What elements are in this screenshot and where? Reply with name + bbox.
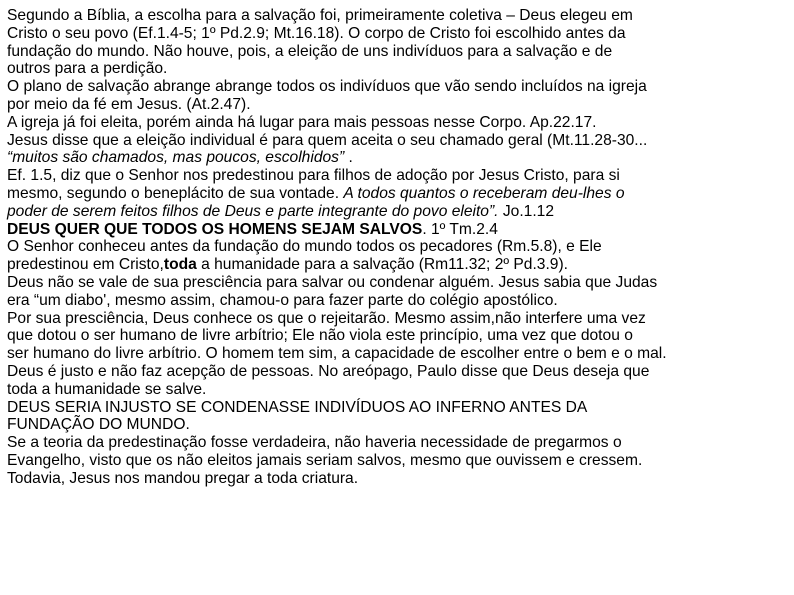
text-line: Deus é justo e não faz acepção de pessoas. No areópago, Paulo disse que Deus deseja que bbox=[7, 362, 650, 380]
paragraph-ephesians bbox=[7, 167, 792, 220]
paragraph-individual-election bbox=[7, 132, 792, 168]
text-line bbox=[7, 185, 792, 203]
text-line: Ef. 1.5, diz que o Senhor nos predestinou para filhos de adoção por Jesus Cristo, para si bbox=[7, 167, 620, 185]
text-line: outros para a perdição. bbox=[7, 60, 168, 78]
text-line bbox=[7, 221, 792, 239]
quote-text: “muitos são chamados, mas poucos, escolhidos” bbox=[7, 149, 345, 167]
italic-quote: poder de serem feitos filhos de Deus e parte integrante do povo eleito”. bbox=[7, 202, 499, 220]
text-line bbox=[7, 149, 792, 167]
text-line: O Senhor conheceu antes da fundação do mundo todos os pecadores (Rm.5.8), e Ele bbox=[7, 238, 602, 256]
paragraph-church-elected bbox=[7, 114, 792, 132]
paragraph-judas bbox=[7, 274, 792, 310]
paragraph-unjust-heading bbox=[7, 399, 792, 435]
quote-tail: . bbox=[344, 149, 353, 167]
paragraph-salvation-plan bbox=[7, 78, 792, 114]
text-line: ser humano do livre arbítrio. O homem tem sim, a capacidade de escolher entre o bem e o mal. bbox=[7, 345, 667, 363]
text-line: fundação do mundo. Não houve, pois, a eleição de uns indivíduos para a salvação e de bbox=[7, 42, 613, 60]
text-line: Evangelho, visto que os não eleitos jamais seriam salvos, mesmo que ouvissem e cressem. bbox=[7, 451, 643, 469]
text-line: DEUS SERIA INJUSTO SE CONDENASSE INDIVÍDUOS AO INFERNO ANTES DA bbox=[7, 398, 588, 416]
text-line: FUNDAÇÃO DO MUNDO. bbox=[7, 416, 190, 434]
text-line: Por sua presciência, Deus conhece os que o rejeitarão. Mesmo assim,não interfere uma vez bbox=[7, 309, 646, 327]
paragraph-foreknowledge bbox=[7, 238, 792, 274]
text-line: Se a teoria da predestinação fosse verdadeira, não haveria necessidade de pregarmos o bbox=[7, 434, 622, 452]
bold-heading: DEUS QUER QUE TODOS OS HOMENS SEJAM SALVOS bbox=[7, 220, 423, 238]
text-segment: a humanidade para a salvação (Rm11.32; 2º Pd.3.9). bbox=[196, 256, 569, 274]
document-body bbox=[7, 7, 792, 488]
text-line: Cristo o seu povo (Ef.1.4-5; 1º Pd.2.9; Mt.16.18). O corpo de Cristo foi escolhido antes da bbox=[7, 24, 626, 42]
text-segment: . 1º Tm.2.4 bbox=[422, 220, 498, 238]
text-line: Segundo a Bíblia, a escolha para a salvação foi, primeiramente coletiva – Deus elegeu em bbox=[7, 7, 633, 24]
text-line: que dotou o ser humano de livre arbítrio; Ele não viola este princípio, uma vez que dotou o bbox=[7, 327, 633, 345]
paragraph-all-saved bbox=[7, 221, 792, 239]
italic-quote: A todos quantos o receberam deu-lhes o bbox=[343, 184, 625, 202]
text-segment: Jo.1.12 bbox=[498, 202, 554, 220]
text-segment: predestinou em Cristo, bbox=[7, 256, 164, 274]
text-line: Todavia, Jesus nos mandou pregar a toda criatura. bbox=[7, 469, 359, 487]
text-line: era “um diabo', mesmo assim, chamou-o para fazer parte do colégio apostólico. bbox=[7, 291, 558, 309]
text-line bbox=[7, 203, 792, 221]
bold-word: toda bbox=[163, 256, 197, 274]
text-line: Deus não se vale de sua presciência para salvar ou condenar alguém. Jesus sabia que Judas bbox=[7, 273, 658, 291]
text-line: por meio da fé em Jesus. (At.2.47). bbox=[7, 95, 251, 113]
paragraph-free-will bbox=[7, 310, 792, 363]
text-line: O plano de salvação abrange abrange todos os indivíduos que vão sendo incluídos na igreja bbox=[7, 78, 647, 96]
text-segment: mesmo, segundo o beneplácito de sua vontade. bbox=[7, 184, 344, 202]
text-line: A igreja já foi eleita, porém ainda há lugar para mais pessoas nesse Corpo. Ap.22.17. bbox=[7, 113, 597, 131]
text-line: toda a humanidade se salve. bbox=[7, 380, 207, 398]
paragraph-god-is-just bbox=[7, 363, 792, 399]
text-line: Jesus disse que a eleição individual é para quem aceita o seu chamado geral (Mt.11.28-30... bbox=[7, 131, 648, 149]
paragraph-collective-election bbox=[7, 7, 792, 78]
paragraph-preaching bbox=[7, 434, 792, 487]
text-line bbox=[7, 256, 792, 274]
